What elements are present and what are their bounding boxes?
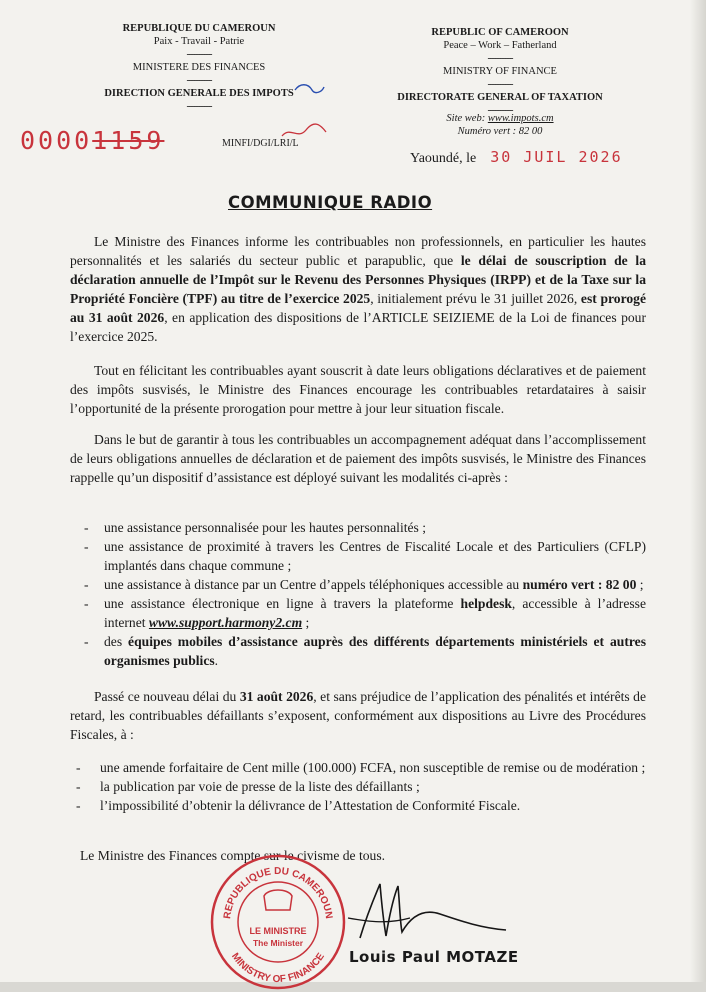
item-text: une assistance électronique en ligne à travers la plateforme (104, 596, 461, 611)
website-label: Site web: (446, 113, 488, 124)
item-text: une assistance personnalisée pour les hautes personnalités ; (104, 520, 427, 535)
list-item (84, 537, 646, 575)
date-stamp: 30 JUIL 2026 (490, 148, 623, 166)
item-text: ; (636, 577, 644, 592)
separator: ---------- (186, 75, 212, 86)
list-item: - l’impossibilité d’obtenir la délivrance de l’Attestation de Conformité Fiscale. (76, 796, 646, 815)
p1-text-1: Le Ministre des Finances informe les contribuables non professionnels, en particulier les hautes personnalités et les salariés du secteur public et parapublic, que (70, 234, 646, 268)
p1-text-2: , initialement prévu le 31 juillet 2026, (370, 291, 581, 306)
item-text: ; (302, 615, 310, 630)
p1-bold-2: est prorogé au 31 août 2026 (70, 291, 647, 325)
p4-text-2: , et sans préjudice de l’application des pénalités et intérêts de retard, les contribuables défaillants s’exposent, conformément aux dispositions au Livre des Procédures Fiscales, à : (70, 689, 646, 742)
item-text: . (214, 653, 219, 668)
ministry-fr: MINISTERE DES FINANCES (132, 62, 266, 73)
motto-en: Peace – Work – Fatherland (443, 40, 557, 51)
p2-text: Tout en félicitant les contribuables ayant souscrit à date leurs obligations déclaratives et de paiement des impôts susvisés, le Ministre des Finances encourage les contribuables retardataires à saisir l’opportunité de la présente prorogation pour mettre à jour leur situation fiscale. (70, 363, 646, 416)
p1-bold-1: le délai de souscription de la déclaration annuelle de l’Impôt sur le Revenu des Personnes Physiques (IRPP) et de la Taxe sur la Propriété Foncière (TPF) au titre de l’exercice 2025 (70, 253, 646, 306)
separator: ---------- (487, 105, 513, 116)
item-text: des (104, 634, 129, 649)
seal-ring-bottom: MINISTRY OF FINANCE (229, 951, 327, 986)
p4-bold-1: 31 août 2026 (239, 689, 314, 704)
page-edge-shadow (690, 0, 706, 982)
hotline: Numéro vert : 82 00 (457, 126, 543, 137)
directorate-en: DIRECTORATE GENERAL OF TAXATION (397, 92, 603, 103)
helpdesk-label: helpdesk (460, 596, 512, 611)
svg-text:MINISTRY OF FINANCE (229, 951, 327, 985)
item-text: une assistance à distance par un Centre d’appels téléphoniques accessible au (104, 577, 523, 592)
separator: ---------- (186, 101, 212, 112)
ministry-en: MINISTRY OF FINANCE (443, 66, 557, 77)
list-item (84, 518, 646, 537)
annotation-scribble-icon (280, 122, 330, 144)
paragraph-4 (70, 687, 646, 744)
motto-fr: Paix - Travail - Patrie (153, 36, 245, 47)
reference-suffix: MINFI/DGI/LRI/L (222, 138, 299, 149)
contact-info (410, 112, 590, 138)
closing-line: Le Ministre des Finances compte sur le civisme de tous. (80, 848, 386, 863)
p3-text: Dans le but de garantir à tous les contribuables un accompagnement adéquat dans l’accomplissement de leurs obligations annuelles de déclaration et de paiement des impôts susvisés, le Ministre des Finances rappelle qu’un dispositif d’assistance est déployé suivant les modalités ci-après : (70, 432, 646, 485)
reference-prefix: 0000 (20, 126, 93, 155)
country-fr: REPUBLIQUE DU CAMEROUN (122, 23, 276, 34)
p1-text-3: , en application des dispositions de l’ARTICLE SEIZIEME de la Loi de finances pour l’exercice 2025. (70, 310, 646, 344)
item-text: une assistance de proximité à travers les Centres de Fiscalité Locale et des Particuliers (CFLP) implantés dans chaque commune ; (104, 539, 646, 573)
seal-text-2: The Minister (252, 938, 304, 948)
separator: ---------- (487, 79, 513, 90)
item-text: , accessible à l’adresse internet (104, 596, 646, 630)
list-item (84, 575, 646, 594)
initials-scribble-icon (292, 82, 326, 98)
signatory-name: Louis Paul MOTAZE (349, 948, 519, 966)
reference-core: 1159 (92, 126, 165, 155)
directorate-fr: DIRECTION GENERALE DES IMPOTS (104, 88, 294, 99)
penalties-list (76, 758, 646, 815)
date-place: Yaoundé, le (410, 151, 477, 166)
paragraph-1 (70, 232, 646, 346)
official-seal-icon (208, 852, 348, 992)
list-item (84, 594, 646, 632)
date-line (410, 148, 623, 167)
signature-icon (340, 878, 510, 948)
header-right (380, 26, 620, 117)
seal-ring-top: REPUBLIQUE DU CAMEROUN (222, 865, 334, 920)
website-link[interactable]: www.impots.cm (487, 113, 554, 124)
reference-number (20, 126, 164, 155)
separator: ---------- (487, 53, 513, 64)
separator: ---------- (186, 49, 212, 60)
paragraph-3 (70, 430, 646, 487)
hotline-number: numéro vert : 82 00 (522, 577, 637, 592)
paragraph-2 (70, 361, 646, 418)
assistance-list (84, 518, 646, 670)
header-left (88, 22, 310, 113)
p4-text-1: Passé ce nouveau délai du (94, 689, 240, 704)
seal-text-1: LE MINISTRE (249, 926, 307, 936)
document-title: COMMUNIQUE RADIO (228, 193, 433, 212)
item-bold: équipes mobiles d’assistance auprès des différents départements ministériels et autres organismes publics (104, 634, 646, 668)
country-en: REPUBLIC OF CAMEROON (431, 27, 569, 38)
list-item: - une amende forfaitaire de Cent mille (100.000) FCFA, non susceptible de remise ou de modération ; (76, 758, 646, 777)
list-item (84, 632, 646, 670)
support-link[interactable]: www.support.harmony2.cm (148, 615, 303, 630)
list-item: - la publication par voie de presse de la liste des défaillants ; (76, 777, 646, 796)
